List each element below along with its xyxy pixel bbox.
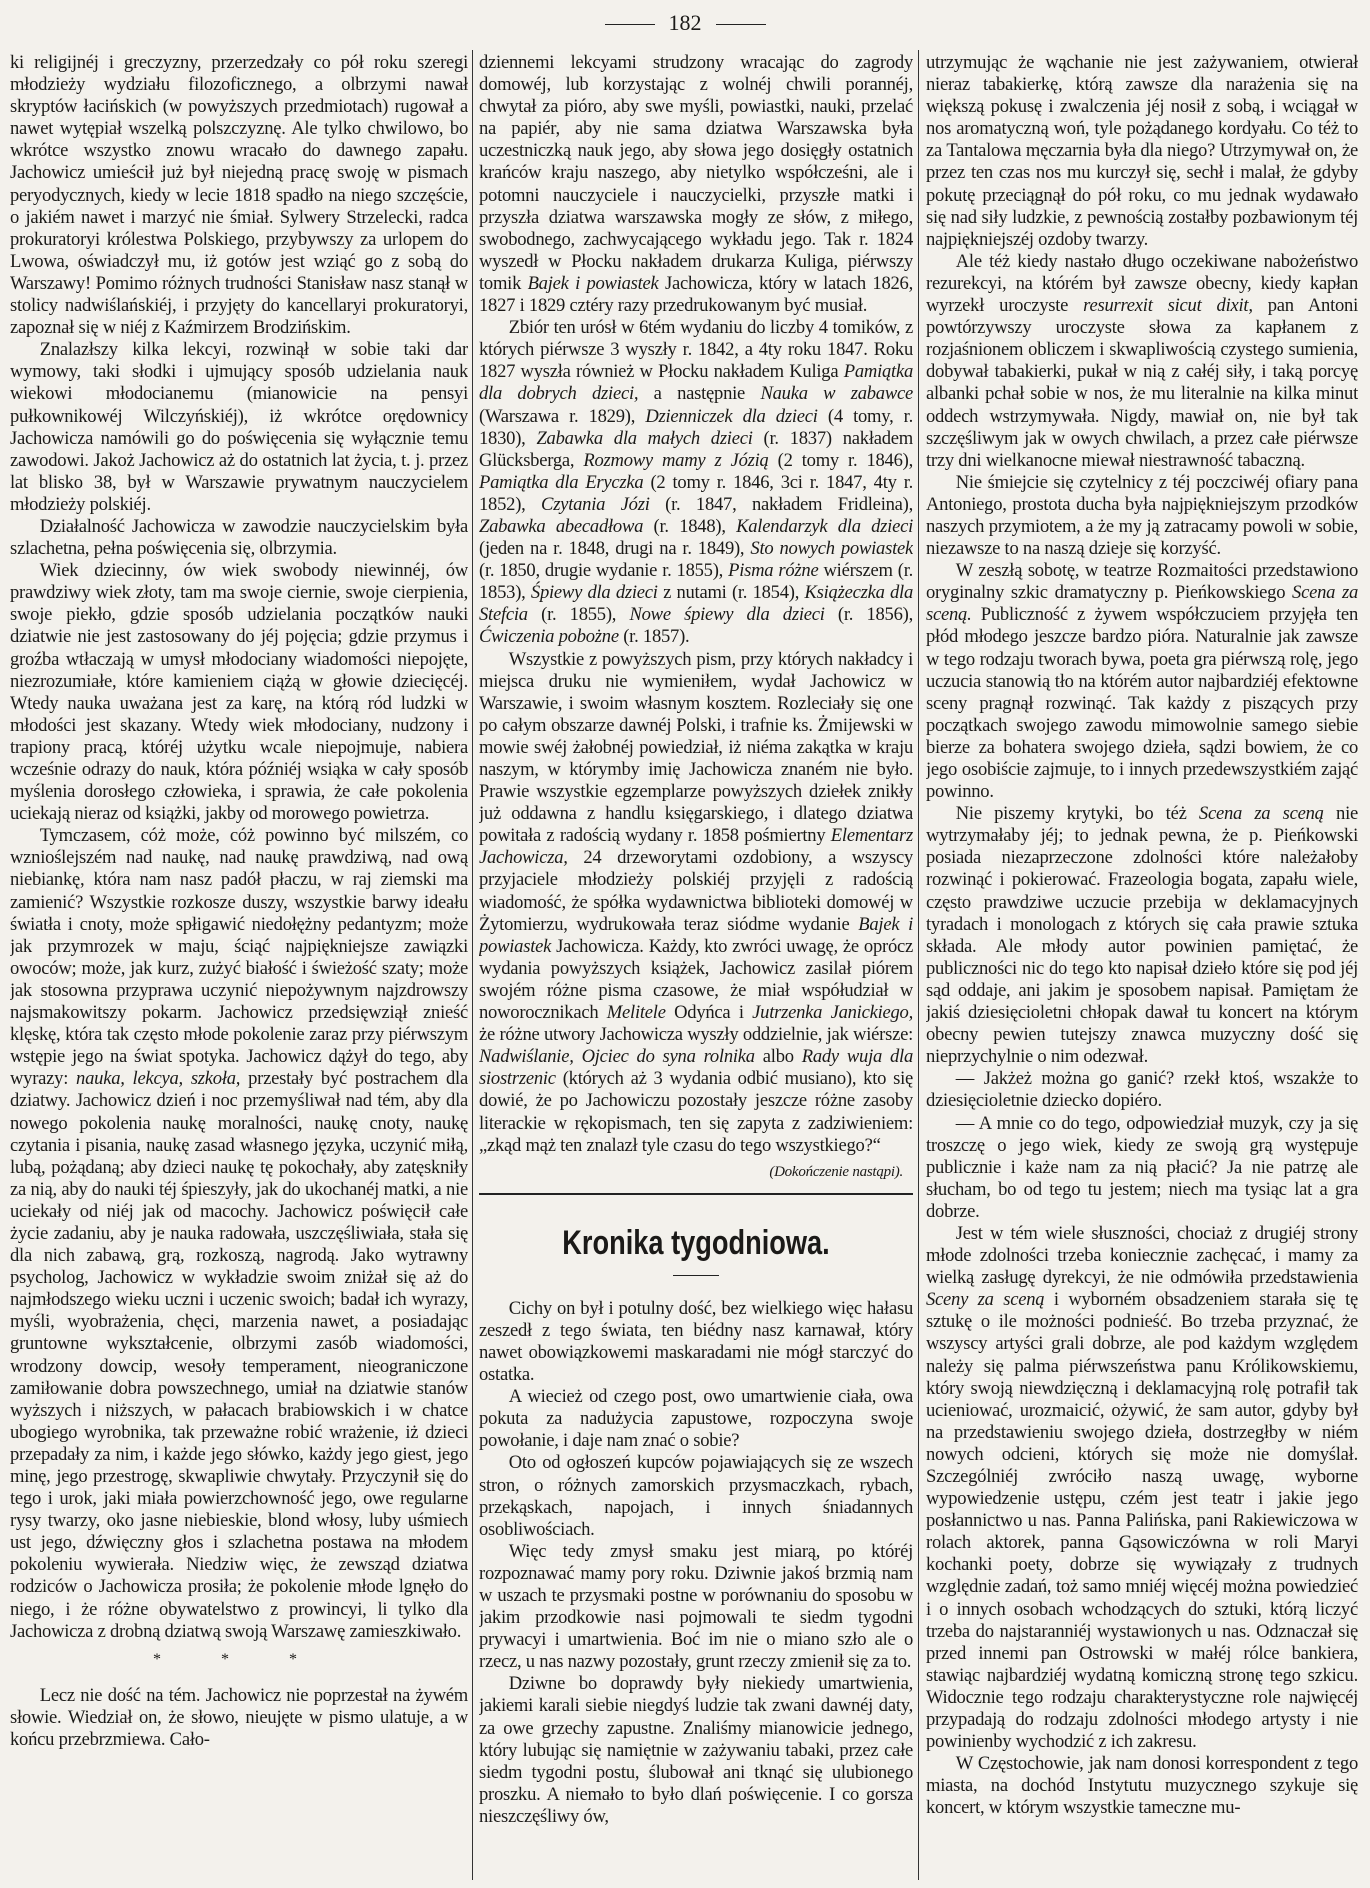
paragraph [926,1753,1358,1819]
paragraph [479,317,913,648]
paragraph [926,52,1358,251]
text-run: Publiczność z żywem współczuciem przyjęła ten płód młodego jeszcze bardzo pióra. Naturalnie jak zawsze w tego rodzaju tworach bywa, poeta gra piérwszą rolę, jego uczucia stanowią tło na którém autor najbardziéj efektowne sceny pragnął rozwinąć. Tak każdy z piszących przy początkach swojego zawodu mimowolnie samego siebie bierze za bohatera swojego dzieła, sądzi bowiem, że co jego osobiście zajmuje, to i innych przedewszystkiém zająć powinno. [926,604,1358,803]
text-run: (jeden na r. 1848, drugi na r. 1849), [479,538,751,560]
italic-title: Czytania Józi [541,493,650,515]
italic-title: Zabawka dla małych dzieci [536,427,753,449]
page-number-text: 182 [668,10,702,35]
text-run: A wiecież od czego post, owo umartwienie ciała, owa pokuta za nadużycia zapustowe, rozpoczyna swoje powołanie, i daje nam znać o sobie? [479,1386,913,1452]
text-run: (r. 1856), [824,604,913,626]
column-divider [918,50,919,1880]
text-run: — Jakżeż można go ganić? rzekł ktoś, wszakże to dziesięcioletnie dziecko dopiéro. [926,1068,1358,1112]
text-run: (r. 1850, drugie wydanie r. 1855), [479,560,729,582]
italic-title: Pamiątka dla Eryczka [479,471,644,493]
paragraph [926,560,1358,803]
title-rule [673,1275,719,1276]
text-run: Odyńca i [665,1002,753,1024]
italic-title: Śpiewy dla dzieci [530,582,658,604]
italic-title: Nowe śpiewy dla dzieci [629,604,825,626]
text-run: i wyborném obsadzeniem starała się tę sztukę o ile możności podnieść. Bo trzeba przyznać, że wszyscy artyści grali dobrze, ale pod każdym względem należy się palma piérwszeństwa panu Królikowskiemu, który swoją niewdzięczną i deklamacyjną rolę potrafił tak ucieniować, urozmaicić, ożywić, że sam autor, gdyby był na przedstawieniu swojego dzieła, dostrzegłby w niém nowych odcieni, których się może nie domyślał. Szczególniéj zwróciło naszą uwagę, wyborne wypowiedzenie ustępu, czém jest teatr i jakie jego posłannictwo u nas. Panna Palińska, pani Rakiewiczowa w rolach aktorek, panna Gąsowiczówna w roli Maryi kochanki poety, dobrze się wywiązały z trudnych względnie zadań, toż samo mniéj więcéj można powiedzieć i o innych osobach wchodzących do sztuki, którą liczyć trzeba do najstaranniéj wystawionych u nas. Odznaczał się przed innemi pan Ostrowski w małéj rólce bankiera, stawiąc najbardziéj wydatną komiczną stronę tego szkicu. Widocznie tego rodzaju charakterystyczne role najwięcéj przypadają do rodzaju zdolności młodego artysty i nie powinienby wychodzić z ich zakresu. [926,1289,1358,1753]
continuation-note: (Dokończenie nastąpi). [769,1163,903,1180]
paragraph [10,560,468,825]
italic-title: Książeczka dla Stefcia [479,582,913,626]
italic-title: Zabawka abecadłowa [479,515,644,537]
italic-title: Pamiątka dla dobrych dzieci, [479,361,913,405]
text-run: Zbiór ten urósł w 6tém wydaniu do liczby 4 tomików, z których piérwsze 3 wyszły r. 1842, a 4ty roku 1847. Roku 1827 wyszła również w Płocku nakładem Kuliga [479,317,913,383]
text-run: 24 drzeworytami ozdobiony, a wszyscy przyjaciele młodzieży polskiéj przyjęli z radością wiadomość, że spółka wydawnictwa biblioteki domowéj w Żytomierzu, wydrukowała teraz siódme wydanie [479,847,913,935]
italic-title: Melitele [606,1002,666,1024]
page-number [0,10,1370,36]
text-run: z nutami (r. 1854), [657,582,805,604]
paragraph [10,52,468,339]
text-run: Znalazłszy kilka lekcyi, rozwinął w sobie taki dar wymowy, taki słodki i ujmujący sposób udzielania nauk wiekowi młodocianemu (mianowicie na pensyi pułkownikowéj Wilczyńskiéj), iż wkrótce orędownicy Jachowicza namówili go do poświęcenia się wyłącznie temu zawodowi. Jakoż Jachowicz aż do ostatnich lat życia, t. j. przez lat blisko 38, był w Warszawie prywatnym nauczycielem młodzieży polskiéj. [10,339,468,515]
paragraph [479,1673,913,1828]
article-body [10,52,468,1643]
text-run: dziennemi lekcyami strudzony wracając do zagrody domowéj, lub korzystając z wolnéj chwili porannéj, chwytał za pióro, aby swe myśli, powiastki, nauki, przelać na papiér, aby nie sama dziatwa Warszawska była uczestniczką nauk jego, aby słowa jego dosięgły ostatnich krańców kraju naszego, aby nietylko współcześni, ale i potomni nauczyciele i nauczycielki, przyszłe matki i przyszła dziatwa warszawska mogły ze słów, z miłego, swobodnego, zachwycającego wykładu jego. Tak r. 1824 wyszedł w Płocku nakładem drukarza Kuliga, piérwszy tomik [479,52,913,294]
paragraph [479,1452,913,1540]
text-run: Nie śmiejcie się czytelnicy z téj poczciwéj ofiary pana Antoniego, prostota ducha była najpiękniejszym przodków naszych przymiotem, a że my ją zatracamy powoli w sobie, niezawsze to na naszą dzieje się korzyść. [926,471,1358,560]
italic-title: Bajek i powiastek [527,272,659,294]
text-run: a następnie [638,383,761,405]
middle-column [479,52,913,1878]
text-run: pan Antoni powtórzywszy uroczyste słowa za kapłanem z rozjaśnionem obliczem i skwapliwością czystego sumienia, dobywał tabakierki, pukał w nią z całéj siły, i taką porcyę albanki pchał sobie w nos, że mu literalnie na kilka minut oddech wstrzymywała. Nigdy, mawiał on, nie był tak szczęśliwym jak w owych chwilach, a przez całe piérwsze trzy dni wielkanocne miewał niestrawność tabaczną. [926,295,1358,471]
italic-title: Elementarz Jachowicza, [479,825,913,869]
italic-title: Sceny za sceną [926,1289,1045,1311]
italic-title: Sto nowych powiastek [750,538,913,560]
text-run: utrzymując że wąchanie nie jest zażywaniem, otwierał nieraz tabakierkę, którą zawsze dla narażenia się na większą pokusę i zwalczenia jéj nosił z sobą, i wciągał w nos aromatyczną woń, tyle pożądanego kordyału. Co téż to za Tantalowa męczarnia była dla niego? Utrzymywał on, że przez ten czas nos mu kurczył się, sechł i malał, że gdyby pokutę przeciągnął do pół roku, co mu jednak wydawało się nad siły ludzkie, z pewnością zostałby pozbawionym téj najpiękniejszéj ozdoby twarzy. [926,52,1358,250]
text-run: (których aż 3 wydania odbić musiano), kto się dowié, że po Jachowiczu pozostały jeszcze różne zasoby literackie w rękopismach, ten się zapyta z zadziwieniem: „zkąd mąż ten znalazł tyle czasu do tego wszystkiego?“ [479,1068,913,1156]
text-run: W Częstochowie, jak nam donosi korrespondent z tego miasta, na dochód Instytutu muzycznego szykuje się koncert, w którym wszystkie tameczne mu- [926,1753,1358,1819]
italic-title: Rady wuja dla siostrzenic [479,1046,913,1090]
paragraph [10,516,468,560]
text-run: Cichy on był i potulny dość, bez wielkiego więc hałasu zeszedł z tego świata, ten biédny nasz karnawał, który nawet obowiązkowemi maskaradami nie mógł starczyć do ostatka. [479,1297,913,1386]
text-run: (2 tomy r. 1846), [768,449,913,471]
paragraph [10,1685,468,1751]
text-run: albo [754,1046,802,1068]
text-run: Jest w tém wiele słuszności, chociaż z drugiéj strony młode zdolności trzeba koniecznie zachęcać, i mamy za wielką zasługę dyrekcyi, że nie odmówiła przedstawienia [926,1222,1358,1289]
paragraph [926,803,1358,1068]
paragraph [926,251,1358,472]
italic-title: Kalendarzyk dla dzieci [736,515,913,537]
paragraph [926,1068,1358,1112]
left-column [10,52,468,1878]
text-run: (r. 1848), [643,515,737,537]
text-run: Nie piszemy krytyki, bo téż [955,803,1199,825]
italic-title: Scena za sceną. [926,582,1358,626]
text-run: (r. 1847, nakładem Fridleina), [649,493,913,515]
text-run: wiérszem (r. 1853), [479,560,913,604]
section-rule [479,1193,913,1195]
paragraph [10,339,468,516]
text-run: (4 tomy, r. 1830), [479,405,913,449]
paragraph [479,649,913,1157]
text-run: Tymczasem, cóż może, cóż powinno być milszém, co wznioślejszém nad naukę, nad naukę prawdziwą, nad ową niebiankę, która nam nasz padół płaczu, w raj ziemski ma zamienić? Wszystkie rozkosze duszy, wszystkie barwy ideału światła i cnoty, może spłigawić niedołężny pedantyzm; może jak przymrozek w maju, ściąć najpiękniejsze zawiązki owoców; może, jak kurz, zużyć białość i świeżość szaty; może jak stosowna przyprawa uczynić niepożywnym najzdrowszy najsmakowitszy pokarm. Jachowicz przedsięwziął znieść klęskę, która tak często młode pokolenie zaraz przy piérwszym wstępie jego na świat spotyka. Jachowicz dążył do tego, aby wyrazy: [10,825,468,1090]
italic-title: resurrexit sicut dixit, [1083,295,1253,317]
text-run: Więc tedy zmysł smaku jest miarą, po któréj rozpoznawać mamy pory roku. Dziwnie jakoś brzmią nam w uszach te przysmaki postne w porównaniu do sposobu w jakim przodkowie nasi pojmowali te siedm tygodni prywacyi i umartwienia. Boć im nie o miano szło ale o rzecz, u nas nazwy pozostały, grunt rzeczy zmienił się za to. [479,1540,913,1673]
italic-title: Rozmowy mamy z Józią [583,449,769,471]
text-run: nie wytrzymałaby jéj; to jednak pewna, że p. Pieńkowski posiada niezaprzeczone zdolności które należałoby rozwinąć i pokierować. Frazeologia bogata, zapału wiele, często prawdziwe uczucie przebija w deklamacyjnych tyradach i monologach z których się cała prawie sztuka składa. Ale młody autor powinien pamiętać, że publiczności nic do tego kto napisał dzieło które się pod jéj sąd oddaje, ani jakim je sposobem napisał. Pamiętam że jakiś dziesięcioletni chłopak dawał tu koncert na którym obecny pewien tutejszy znawca muzyczny dość się nieprzychylnie o nim odezwał. [926,803,1358,1068]
paragraph [926,472,1358,560]
paragraph [926,1113,1358,1223]
text-run: — A mnie co do tego, odpowiedział muzyk, czy ja się troszczę o jego wiek, kiedy ze swoją grą występuje publicznie i każe nam za nią płacić? Ja nie patrzę ale słucham, bo od tego tu jestem; niech ma tysiąc lat a gra dobrze. [926,1112,1358,1222]
text-run: Wiek dziecinny, ów wiek swobody niewinnéj, ów prawdziwy wiek złoty, tam ma swoje ciernie, swoje cierpienia, swoje piekło, gdzie sposób udzielania początków nauki dziatwie nie jest zastosowany do jéj pojęcia; gdzie przymus i groźba wtłaczają w umysł młodociany wiadomości niepojęte, niezrozumiałe, które kamieniem ciążą w głowie dziecięcéj. Wtedy nauka uważana jest za karę, na którą ród ludzki w młodości jest skazany. Wtedy wiek młodociany, nudzony i trapiony pracą, któréj użytku wcale niepojmuje, nabiera wcześnie odrazy do nauk, która późniéj wsiąka w cały sposób myślenia dorosłego człowieka, i sprawia, że całe pokolenia uciekają nieraz od książki, jakby od morowego powietrza. [10,560,468,825]
text-run: Wszystkie z powyższych pism, przy których nakładcy i miejsca druku nie wymieniłem, wydał Jachowicz w Warszawie, i swoim własnym kosztem. Rozleciały się one po całym obszarze dawnéj Polski, i trafnie ks. Żmijewski w mowie swéj żałobnéj powiedział, iż niéma zakątka w kraju naszym, w którymby imię Jachowicza znaném nie było. Prawie wszystkie egzemplarze powyższych dziełek znikły już oddawna z handlu księgarskiego, i dlatego dziatwa powitała z radością wydany r. 1858 pośmiertny [479,648,913,847]
rule-right [716,24,766,25]
italic-title: nauka, lekcya, szkoła, [76,1068,241,1090]
text-run: (r. 1857). [618,626,690,648]
article-body [479,52,913,1157]
right-column [926,52,1358,1878]
chronicle-body-continued [926,52,1358,1820]
italic-title: Bajek i powiastek [479,913,913,957]
paragraph [479,52,913,317]
text-run: (r. 1837) nakładem Glücksberga, [479,427,913,471]
italic-title: Nadwiślanie, Ojciec do syna rolnika [479,1046,755,1068]
paragraph [479,1298,913,1386]
italic-title: Nauka w zabawce [760,383,913,405]
section-title: Kronika tygodniowa. [562,1223,830,1262]
text-run: W zeszłą sobotę, w teatrze Rozmaitości przedstawiono oryginalny szkic dramatyczny p. Pieńkowskiego [926,560,1358,604]
text-run: (2 tomy r. 1846, 3ci r. 1847, 4ty r. 1852), [479,471,913,515]
text-run: Jachowicza, który w latach 1826, 1827 i 1829 cztéry razy przedrukowanym być musiał. [479,272,913,317]
italic-title: Jutrzenka Janickiego, [752,1002,913,1024]
italic-title: Scena za sceną [1198,803,1324,825]
paragraph [926,1223,1358,1753]
text-run: Oto od ogłoszeń kupców pojawiających się ze wszech stron, o różnych zamorskich przysmaczkach, rybach, przekąskach, napojach, i innych śniadannych osobliwościach. [479,1452,913,1540]
text-run: że różne utwory Jachowicza wyszły oddzielnie, jak wiérsze: [479,1024,913,1046]
text-run: Jachowicza. Każdy, kto zwróci uwagę, że oprócz wydania powyższych książek, Jachowicz zasilał piórem swojém różne pisma czasowe, że miał współudział w noworocznikach [479,935,913,1024]
text-run: (Warszawa r. 1829), [479,405,646,427]
rule-left [605,24,655,25]
italic-title: Ćwiczenia pobożne [479,626,619,648]
paragraph [479,1541,913,1674]
text-run: Lecz nie dość na tém. Jachowicz nie poprzestał na żywém słowie. Wiedział on, że słowo, nieujęte w pismo ulatuje, a w końcu przebrzmiewa. Cało- [10,1684,468,1751]
italic-title: Dzienniczek dla dzieci [645,405,818,427]
text-run: Działalność Jachowicza w zawodzie nauczycielskim była szlachetna, pełna poświęcenia się, olbrzymia. [10,515,468,560]
chronicle-body [479,1298,913,1828]
section-separator: * * * [153,1650,325,1668]
text-run: przestały być postrachem dla dziatwy. Jachowicz dzień i noc przemyśliwał nad tém, aby dla nowego pokolenia naukę moralności, naukę cnoty, naukę czytania i pisania, naukę zasad własnego języka, uczynić miłą, lubą, pożądaną; aby dzieci naukę tę pokochały, aby zatęskniły za nią, aby do nauki téj śpieszyły, jak do ukochanéj matki, a nie uciekały od niéj jak od macochy. Jachowicz poświęcił całe życie zadaniu, aby je nauka radowała, uszczęśliwiała, stała się dla nich zabawą, grą, rozkoszą, nagrodą. Jako wytrawny psycholog, Jachowicz w wykładzie swoim zniżał się aż do najmłodszego wieku uczni i uczenic swoich; badał ich wyrazy, myśli, wyobrażenia, chęci, marzenia nawet, a posiadając gruntowne wykształcenie, olbrzymi zasób wiadomości, wrodzony dowcip, wesoły temperament, nieograniczone zamiłowanie dobra powszechnego, umiał na dziatwie stanów wyższych i niższych, w pałacach brabiowskich i w chatce ubogiego wyrobnika, tak przeważne robić wrażenie, iż dzieci przepadały za nim, i każde jego słówko, każdy jego giest, jego minę, jego przestrogę, skwapliwie chwytały. Przyczynił się do tego i urok, jaki miała powierzchowność jego, owe regularne rysy twarzy, oko jasne niebieskie, blond włosy, luby uśmiech ust jego, dźwięczny głos i szlachetna postawa na młodem pokoleniu wywierała. Niedziw więc, że zewsząd dziatwa rodziców o Jachowicza prosiła; że pokolenie młode lgnęło do niego, i że różne obywatelstwo z prowincyi, li tylko dla Jachowicza z drobną dziatwą swoją Warszawę zamieszkiwało. [10,1068,468,1642]
paragraph [479,1386,913,1452]
text-run: (r. 1855), [527,604,630,626]
text-run: Dziwne bo doprawdy były niekiedy umartwienia, jakiemi karali siebie niegdyś ludzie tak zwani dawnéj daty, za owe grzechy zapustne. Znaliśmy mianowicie jednego, który lubując się namiętnie w zażywaniu tabaki, przez całe siedm tygodni postu, ślubował ani tknąć się ulubionego proszku. A niemało to było dlań poświęcenie. I co gorsza nieszczęśliwy ów, [479,1673,913,1827]
text-run: ki religijnéj i greczyzny, przerzedzały co pół roku szeregi młodzieży wydziału filozoficznego, a olbrzymi nawał skryptów łacińskich (w powyższych przedmiotach) rugował a nawet wytępiał wszelką polszczyznę. Ale tylko chwilowo, bo wkrótce wszystko znowu wracało do dawnego zapału. Jachowicz umieścił już był niejedną pracę swoję w pismach peryodycznych, kiedy w lecie 1818 spadło na niego szczęście, o jakiém nawet i marzyć nie śmiał. Sylwery Strzelecki, radca prokuratoryi królestwa Polskiego, przybywszy za urlopem do Lwowa, oświadczył mu, iż gotów jest wziąć go z sobą do Warszawy! Pomimo różnych trudności Stanisław nasz stanął w stolicy nadwiślańskiéj, i przyjęty do kancellaryi prokuratoryi, zapoznał się w niéj z Kaźmirzem Brodzińskim. [10,52,468,339]
italic-title: Pisma różne [728,560,819,582]
text-run: Ale téż kiedy nastało długo oczekiwane nabożeństwo rezurekcyi, na którém był zawsze obecny, kiedy kapłan wyrzekł uroczyste [926,250,1358,317]
paragraph [10,825,468,1642]
column-divider [472,50,473,1880]
article-body-continued [10,1685,468,1751]
